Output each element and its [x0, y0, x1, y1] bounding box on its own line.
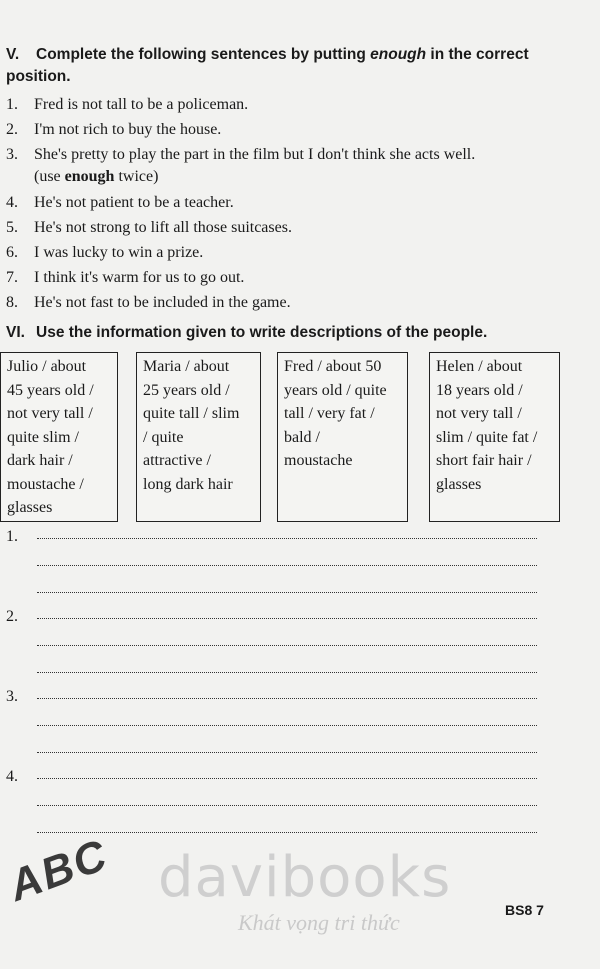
section-number: V.: [6, 46, 20, 63]
sentence-7: 7. I think it's warm for us to go out.: [6, 269, 245, 286]
section-vi-title: VI. Use the information given to write descriptions of the people.: [6, 322, 586, 344]
answer-number-2: 2.: [6, 608, 18, 625]
sentence-8: 8. He's not fast to be included in the game.: [6, 294, 291, 311]
sentence-1: 1. Fred is not tall to be a policeman.: [6, 96, 249, 113]
answer-line[interactable]: [37, 805, 537, 806]
answer-line[interactable]: [37, 778, 537, 779]
watermark-slogan: Khát vọng tri thức: [238, 910, 400, 935]
answer-line[interactable]: [37, 565, 537, 566]
answer-line[interactable]: [37, 725, 537, 726]
info-box-maria: Maria / about 25 years old / quite tall / slim / quite attractive / long dark hair: [136, 352, 261, 522]
sentence-4: 4. He's not patient to be a teacher.: [6, 194, 234, 211]
answer-line[interactable]: [37, 538, 537, 539]
answer-line[interactable]: [37, 832, 537, 833]
answer-line[interactable]: [37, 645, 537, 646]
sentence-5: 5. He's not strong to lift all those suitcases.: [6, 219, 292, 236]
sentence-6: 6. I was lucky to win a prize.: [6, 244, 204, 261]
answer-line[interactable]: [37, 698, 537, 699]
page-number: BS8 7: [505, 902, 544, 918]
info-box-julio: Julio / about 45 years old / not very tall / quite slim / dark hair / moustache / glasses: [0, 352, 118, 522]
section-v-title: V. Complete the following sentences by putting enough in the correct position.: [6, 46, 529, 85]
answer-number-4: 4.: [6, 768, 18, 785]
info-box-helen: Helen / about 18 years old / not very tall / slim / quite fat / short fair hair / glasses: [429, 352, 560, 522]
watermark-brand: davibooks: [158, 845, 452, 910]
answer-line[interactable]: [37, 752, 537, 753]
publisher-logo: ABC: [2, 830, 115, 911]
info-box-fred: Fred / about 50 years old / quite tall / very fat / bald / moustache: [277, 352, 408, 522]
sentence-2: 2. I'm not rich to buy the house.: [6, 121, 222, 138]
answer-number-3: 3.: [6, 688, 18, 705]
section-number: VI.: [6, 324, 25, 341]
sentence-3-note: (use enough twice): [34, 168, 159, 185]
answer-number-1: 1.: [6, 528, 18, 545]
answer-line[interactable]: [37, 592, 537, 593]
answer-line[interactable]: [37, 618, 537, 619]
sentence-3: 3. She's pretty to play the part in the film but I don't think she acts well. (use enough twice): [6, 144, 591, 188]
answer-line[interactable]: [37, 672, 537, 673]
